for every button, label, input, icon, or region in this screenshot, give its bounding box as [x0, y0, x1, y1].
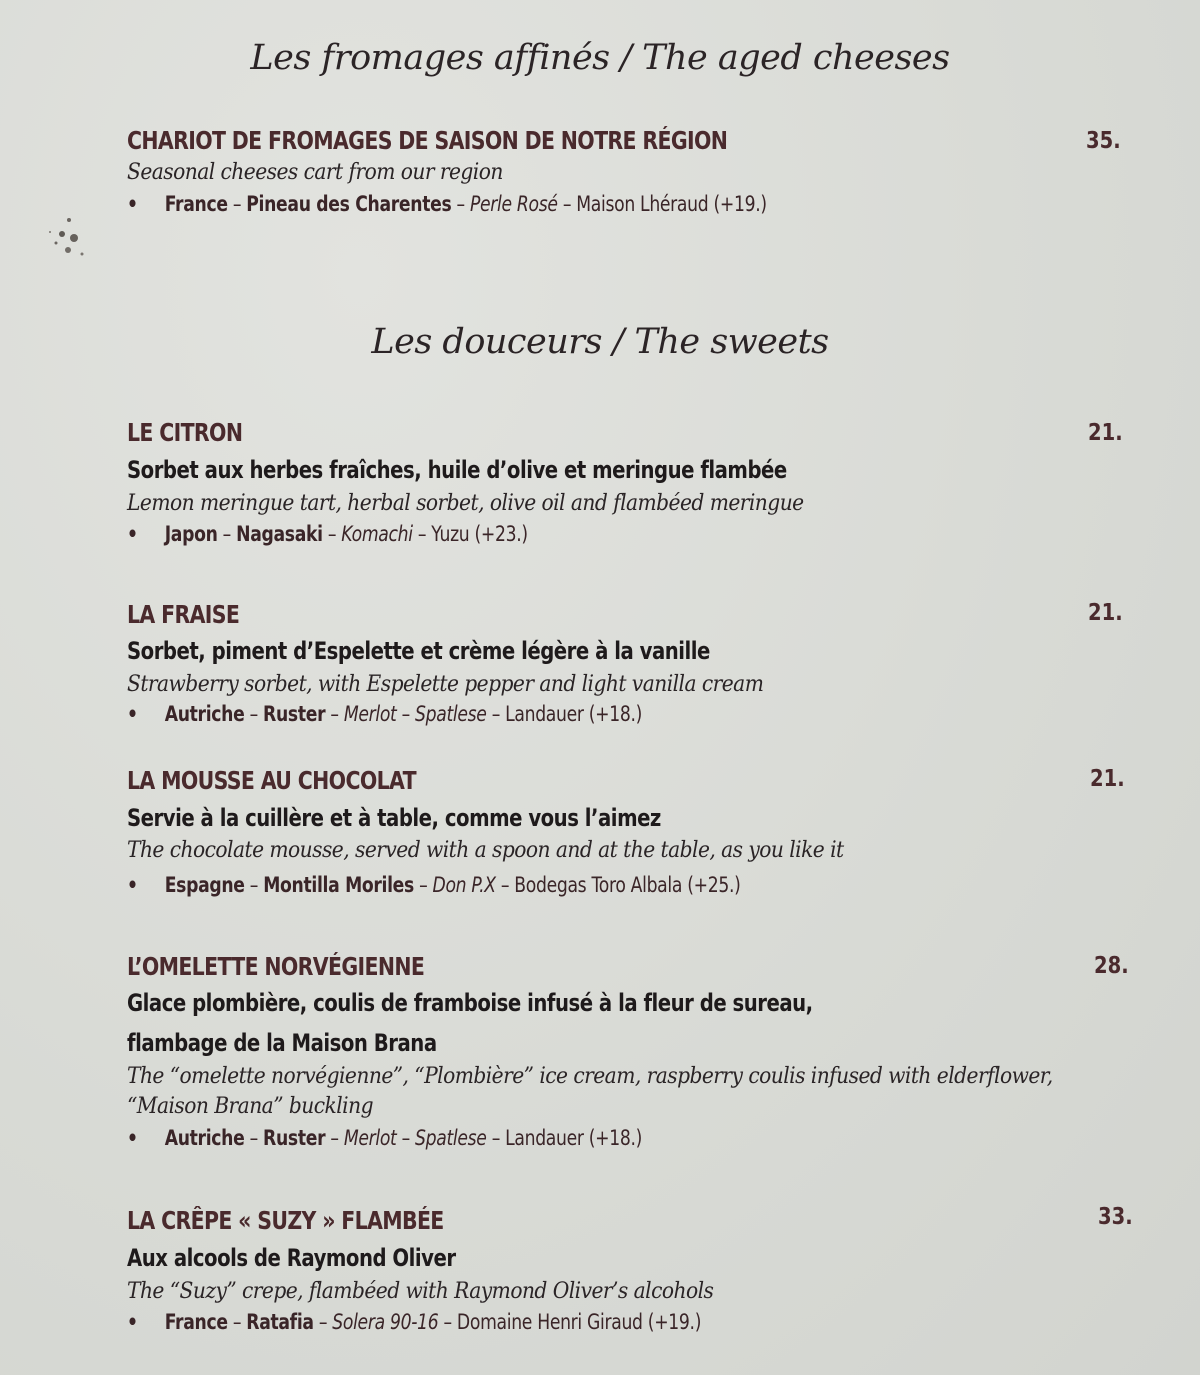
item-description-fr: Glace plombière, coulis de framboise infusé à la fleur de sureau,	[127, 989, 813, 1017]
item-description-en: The “omelette norvégienne”, “Plombière” ice cream, raspberry coulis infused with elderflower,	[127, 1064, 1053, 1089]
item-price: 28.	[1094, 953, 1129, 979]
item-price: 33.	[1098, 1204, 1133, 1230]
item-description-en: The “Suzy” crepe, flambéed with Raymond Oliver’s alcohols	[127, 1279, 714, 1304]
item-price: 21.	[1088, 600, 1123, 626]
item-name: LA CRÊPE « SUZY » FLAMBÉE	[127, 1206, 444, 1235]
wine-pairing: • Espagne – Montilla Moriles – Don P.X – Bodegas Toro Albala (+25.)	[127, 873, 741, 897]
item-name: CHARIOT DE FROMAGES DE SAISON DE NOTRE RÉGION	[127, 126, 728, 155]
item-description-en: Seasonal cheeses cart from our region	[127, 160, 503, 185]
item-name: L’OMELETTE NORVÉGIENNE	[127, 952, 425, 981]
wine-pairing: • Autriche – Ruster – Merlot – Spatlese – Landauer (+18.)	[127, 702, 643, 726]
item-price: 21.	[1090, 766, 1125, 792]
item-price: 35.	[1086, 128, 1121, 154]
item-name: LE CITRON	[127, 418, 243, 447]
item-description-fr-continued: flambage de la Maison Brana	[127, 1029, 437, 1057]
section-title-sweets: Les douceurs / The sweets	[371, 322, 829, 362]
paper-stain	[44, 210, 94, 265]
wine-pairing: • France – Pineau des Charentes – Perle Rosé – Maison Lhéraud (+19.)	[127, 192, 767, 216]
item-name: LA FRAISE	[127, 600, 240, 629]
item-name: LA MOUSSE AU CHOCOLAT	[127, 766, 416, 795]
item-description-en-continued: “Maison Brana” buckling	[127, 1094, 373, 1119]
wine-pairing: • France – Ratafia – Solera 90-16 – Domaine Henri Giraud (+19.)	[127, 1310, 702, 1334]
item-description-fr: Aux alcools de Raymond Oliver	[127, 1244, 456, 1272]
item-description-en: Strawberry sorbet, with Espelette pepper and light vanilla cream	[127, 672, 764, 697]
wine-pairing: • Autriche – Ruster – Merlot – Spatlese – Landauer (+18.)	[127, 1126, 643, 1150]
item-description-en: Lemon meringue tart, herbal sorbet, olive oil and flambéed meringue	[127, 491, 804, 516]
item-description-fr: Servie à la cuillère et à table, comme vous l’aimez	[127, 804, 661, 832]
item-description-fr: Sorbet, piment d’Espelette et crème légère à la vanille	[127, 637, 710, 665]
item-description-fr: Sorbet aux herbes fraîches, huile d’olive et meringue flambée	[127, 456, 787, 484]
wine-pairing: • Japon – Nagasaki – Komachi – Yuzu (+23.)	[127, 522, 528, 546]
item-description-en: The chocolate mousse, served with a spoon and at the table, as you like it	[127, 838, 844, 863]
item-price: 21.	[1088, 420, 1123, 446]
section-title-cheeses: Les fromages affinés / The aged cheeses	[250, 38, 950, 78]
